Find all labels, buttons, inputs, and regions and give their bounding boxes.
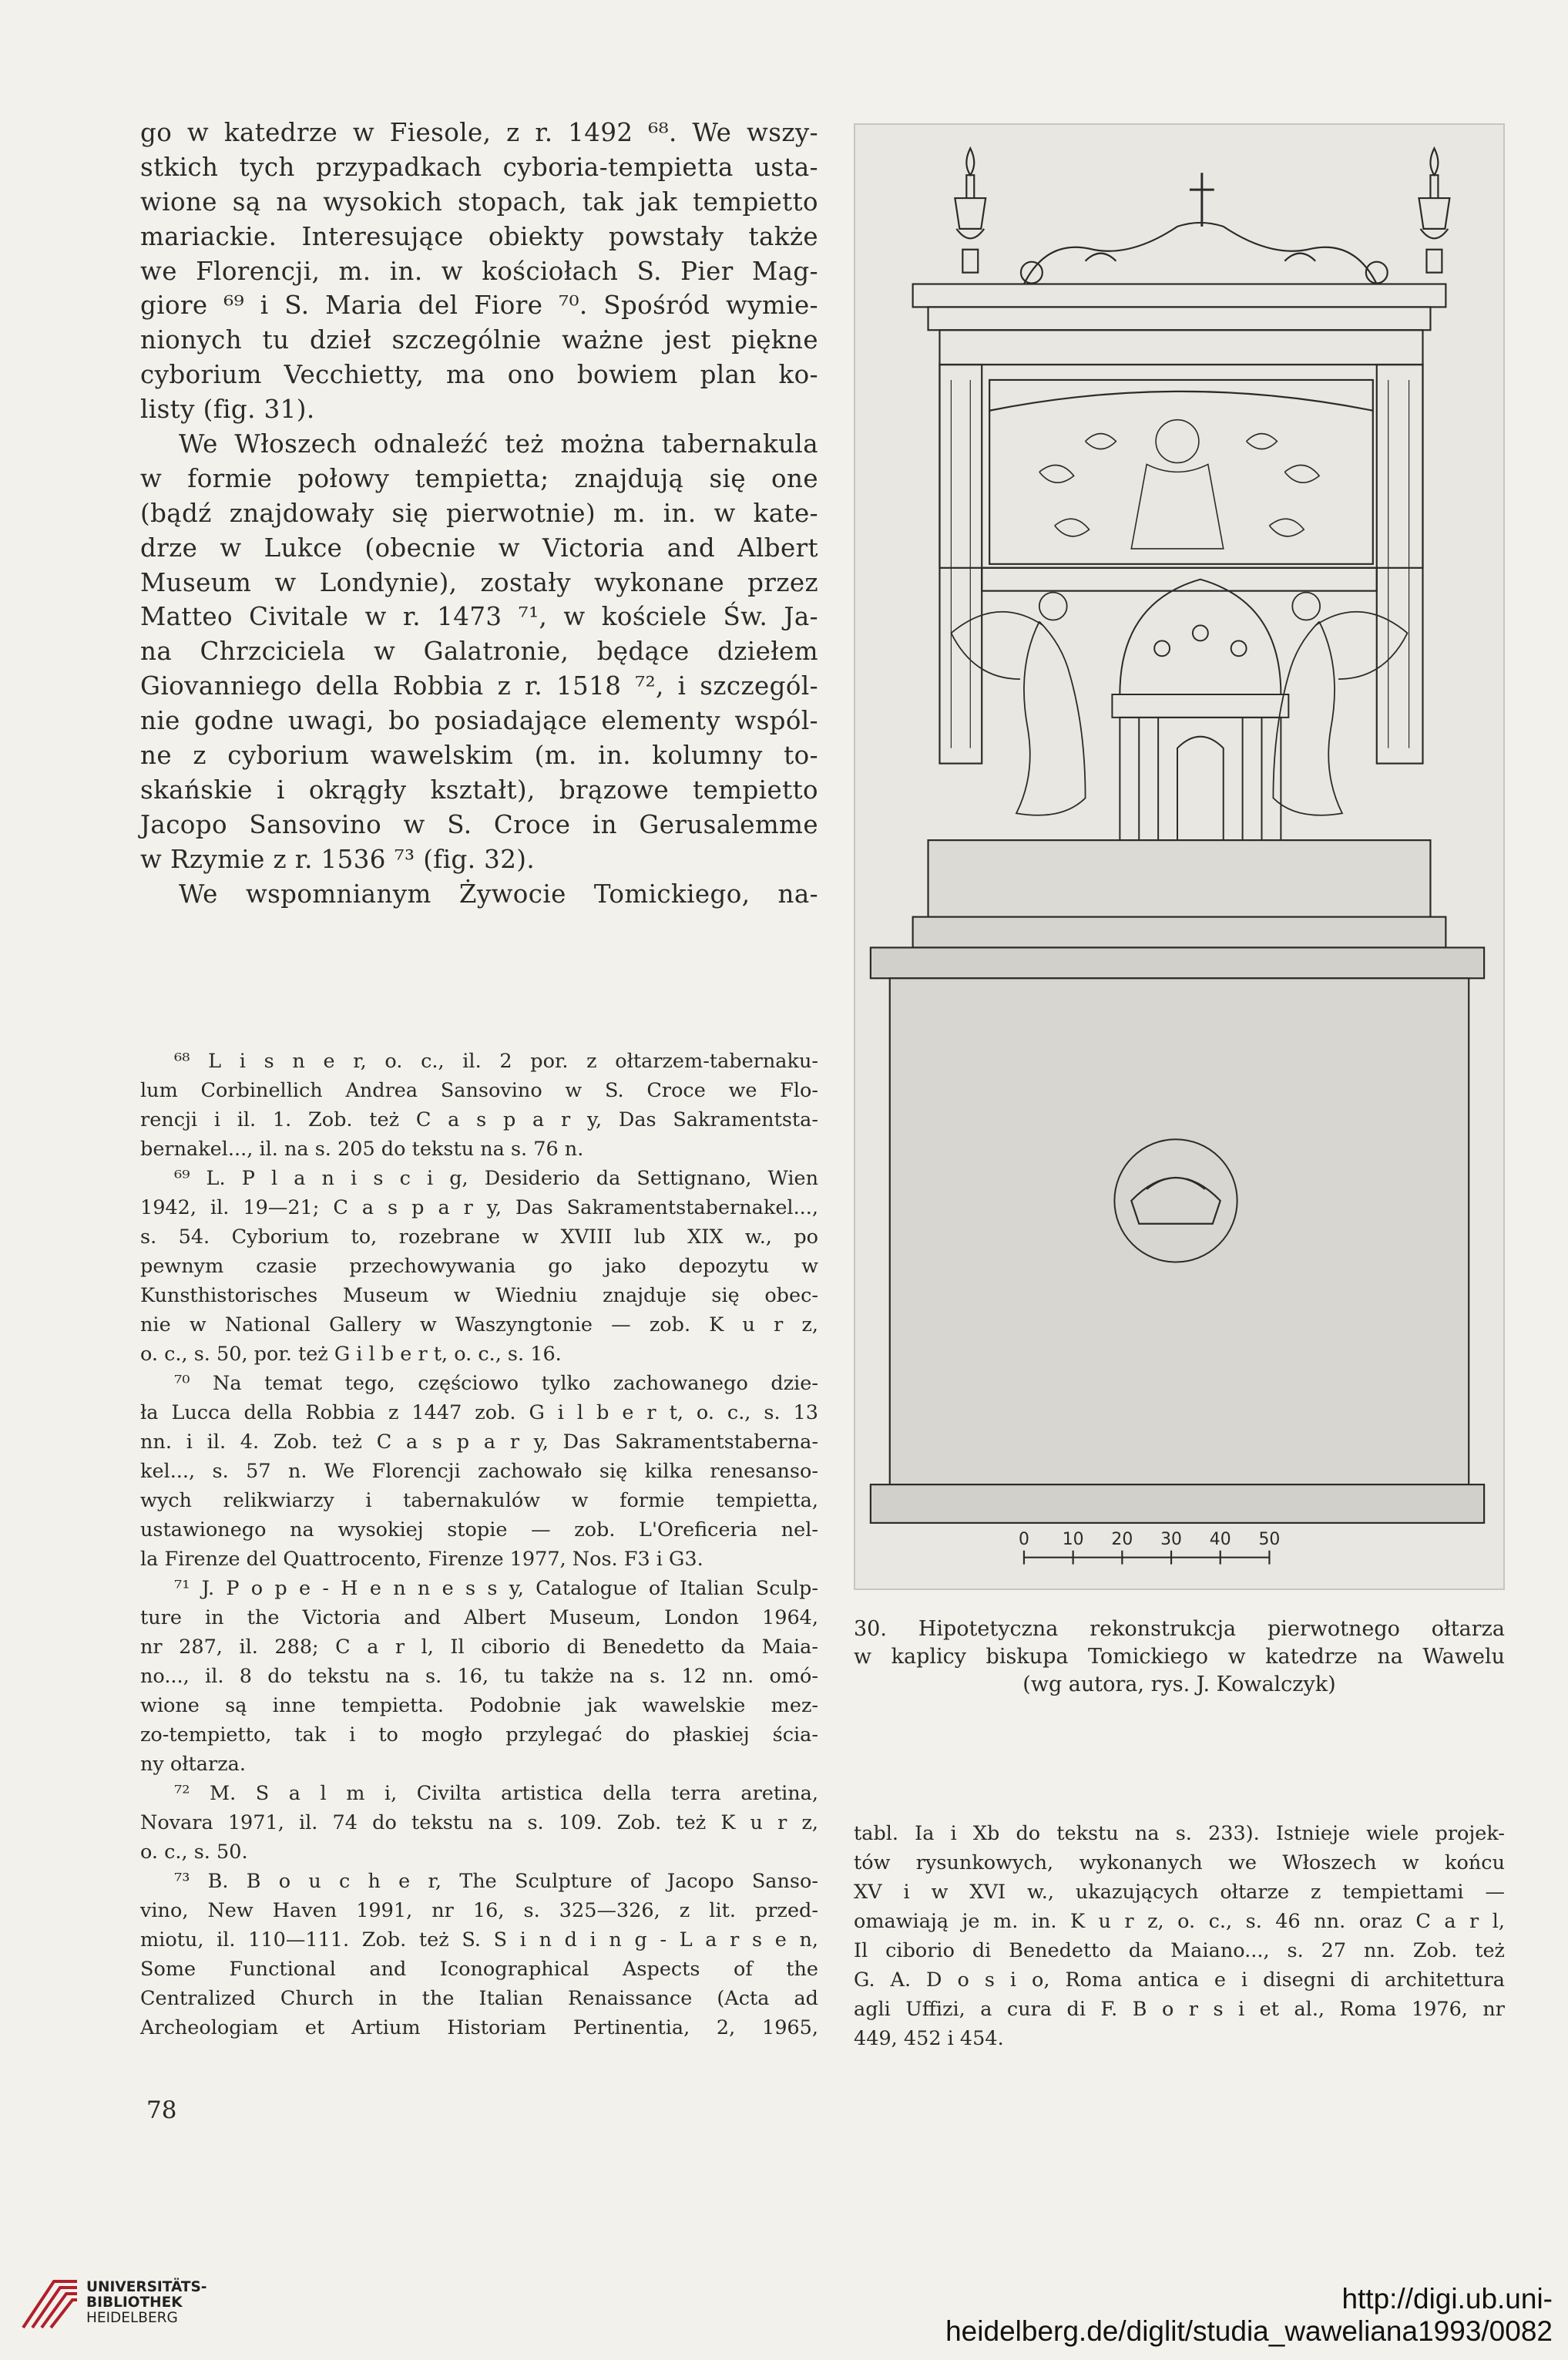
footnote-line: ny ołtarza. (140, 1753, 246, 1776)
footnote-line: tabl. Ia i Xb do tekstu na s. 233). Istnieje wiele projek- (854, 1822, 1505, 1845)
library-name-line: HEIDELBERG (86, 2310, 178, 2326)
footnote-line: ⁷¹ J. P o p e - H e n n e s s y, Catalogue of Italian Sculp- (174, 1577, 818, 1600)
footnote-line: bernakel..., il. na s. 205 do tekstu na s. 76 n. (140, 1138, 584, 1161)
footnote-line: zo-tempietto, tak i to mogło przylegać do płaskiej ścia- (140, 1723, 818, 1746)
angel-right (1273, 593, 1407, 815)
scale-label: 40 (1209, 1529, 1231, 1549)
footnote-line: la Firenze del Quattrocento, Firenze 1977, Nos. F3 i G3. (140, 1548, 703, 1571)
footnote-line: Novara 1971, il. 74 do tekstu na s. 109. Zob. też K u r z, (140, 1811, 818, 1834)
library-name (86, 2280, 206, 2326)
main-text-line: cyborium Vecchietty, ma ono bowiem plan ko- (140, 360, 818, 390)
page-number: 78 (146, 2096, 177, 2124)
right-finial (1419, 148, 1450, 272)
caption-line: w kaplicy biskupa Tomickiego w katedrze na Wawelu (854, 1645, 1505, 1669)
footnote-line: ⁶⁹ L. P l a n i s c i g, Desiderio da Settignano, Wien (174, 1167, 818, 1190)
footnote-line: kel..., s. 57 n. We Florencji zachowało się kilka renesanso- (140, 1460, 818, 1483)
main-text-line: We wspomnianym Żywocie Tomickiego, na- (179, 879, 818, 909)
footnote-line: Centralized Church in the Italian Renaissance (Acta ad (140, 1987, 818, 2010)
god-father-relief (1039, 420, 1319, 549)
footnote-line: nn. i il. 4. Zob. też C a s p a r y, Das Sakramentstaberna- (140, 1430, 818, 1454)
footnote-line: Kunsthistorisches Museum w Wiedniu znajduje się obec- (140, 1284, 818, 1307)
footnote-continuation-column (854, 1819, 1505, 2053)
pediment-scrolls (1024, 223, 1377, 284)
scale-label: 30 (1160, 1529, 1182, 1549)
main-text-line: Jacopo Sansovino w S. Croce in Gerusalemme (140, 809, 818, 839)
footnote-line: s. 54. Cyborium to, rozebrane w XVIII lub XIX w., po (140, 1225, 818, 1249)
footnote-line: tów rysunkowych, wykonanych we Włoszech w końcu (854, 1851, 1505, 1874)
library-name-line: BIBLIOTHEK (86, 2294, 183, 2311)
main-text-line: listy (fig. 31). (140, 395, 315, 425)
footnote-line: wione są inne tempietta. Podobnie jak wawelskie mez- (140, 1694, 818, 1717)
main-text-line: (bądź znajdowały się pierwotnie) m. in. w kate- (140, 498, 818, 528)
main-text-line: ne z cyborium wawelskim (m. in. kolumny to- (140, 741, 818, 771)
scale-label: 0 (1018, 1529, 1029, 1549)
caption-line: (wg autora, rys. J. Kowalczyk) (1022, 1673, 1336, 1696)
main-text-line: Matteo Civitale w r. 1473 ⁷¹, w kościele Św. Ja- (140, 602, 818, 632)
footnote-line: XV i w XVI w., ukazujących ołtarze z tempiettami — (854, 1881, 1505, 1904)
scale-label: 20 (1111, 1529, 1133, 1549)
main-text-line: go w katedrze w Fiesole, z r. 1492 ⁶⁸. We wszy- (140, 118, 818, 147)
main-text-line: nie godne uwagi, bo posiadające elementy wspól- (140, 706, 818, 736)
footnote-line: 1942, il. 19—21; C a s p a r y, Das Sakramentstabernakel..., (140, 1196, 818, 1219)
main-text-line: Museum w Londynie), zostały wykonane przez (140, 567, 818, 597)
footnote-line: miotu, il. 110—111. Zob. też S. S i n d i n g - L a r s e n, (140, 1928, 818, 1952)
footnote-line: pewnym czasie przechowywania go jako depozytu w (140, 1255, 818, 1278)
footnote-line: ⁷² M. S a l m i, Civilta artistica della terra aretina, (174, 1782, 818, 1805)
main-text-line: w Rzymie z r. 1536 ⁷³ (fig. 32). (140, 844, 536, 874)
footnote-line: ture in the Victoria and Albert Museum, London 1964, (140, 1606, 818, 1629)
footnote-line: ⁷⁰ Na temat tego, częściowo tylko zachowanego dzie- (174, 1372, 818, 1395)
main-text-line: skańskie i okrągły kształt), brązowe tempietto (140, 775, 818, 805)
footnote-line: ⁷³ B. B o u c h e r, The Sculpture of Jacopo Sanso- (174, 1870, 818, 1893)
main-text-line: stkich tych przypadkach cyboria-tempietta usta- (140, 152, 818, 182)
main-text-line: w formie połowy tempietta; znajdują się one (140, 463, 818, 493)
footnote-line: rencji i il. 1. Zob. też C a s p a r y, Das Sakramentsta- (140, 1108, 818, 1131)
footnote-line: o. c., s. 50, por. też G i l b e r t, o. c., s. 16. (140, 1343, 562, 1366)
main-text-line: wione są na wysokich stopach, tak jak tempietto (140, 187, 818, 217)
footnote-line: Some Functional and Iconographical Aspects of the (140, 1958, 818, 1981)
tempietto (1112, 580, 1288, 840)
scale-label: 50 (1258, 1529, 1281, 1549)
footnote-line: ustawionego na wysokiej stopie — zob. L'Oreficeria nel- (140, 1518, 818, 1541)
cross-icon (1190, 173, 1214, 227)
main-text-line: We Włoszech odnaleźć też można tabernakula (179, 429, 818, 459)
scale-bar (1024, 1551, 1269, 1565)
caption-line: 30. Hipotetyczna rekonstrukcja pierwotnego ołtarza (854, 1617, 1505, 1641)
footnote-line: omawiają je m. in. K u r z, o. c., s. 46 nn. oraz C a r l, (854, 1910, 1505, 1933)
footnote-line: lum Corbinellich Andrea Sansovino w S. Croce we Flo- (140, 1079, 818, 1102)
footnote-line: vino, New Haven 1991, nr 16, s. 325—326, z lit. przed- (140, 1899, 818, 1922)
main-text-line: drze w Lukce (obecnie w Victoria and Albert (140, 533, 818, 563)
footnote-line: ⁶⁸ L i s n e r, o. c., il. 2 por. z ołtarzem-tabernaku- (174, 1050, 818, 1073)
footnotes-column (140, 1047, 818, 2042)
footnote-line: o. c., s. 50. (140, 1841, 248, 1864)
library-name-line: UNIVERSITÄTS- (86, 2279, 207, 2295)
scale-label: 10 (1062, 1529, 1084, 1549)
footnote-line: Il ciborio di Benedetto da Maiano..., s. 27 nn. Zob. też (854, 1939, 1505, 1962)
footnote-line: G. A. D o s i o, Roma antica e i disegni di architettura (854, 1968, 1505, 1992)
footnote-line: Archeologiam et Artium Historiam Pertinentia, 2, 1965, (140, 2016, 818, 2039)
main-text-line: we Florencji, m. in. w kościołach S. Pier Mag- (140, 256, 818, 286)
main-text-column (140, 116, 818, 911)
main-text-line: mariackie. Interesujące obiekty powstały także (140, 221, 818, 251)
footnote-line: agli Uffizi, a cura di F. B o r s i et al., Roma 1976, nr (854, 1998, 1505, 2021)
source-url-link[interactable]: http://digi.ub.uni-heidelberg.de/diglit/studia_waweliana1993/0082 (945, 2283, 1553, 2347)
main-text-line: na Chrzciciela w Galatronie, będące dziełem (140, 637, 818, 667)
altar-reconstruction-drawing (854, 123, 1505, 1590)
university-library-logo-icon (15, 2266, 85, 2335)
footnote-line: ła Lucca della Robbia z 1447 zob. G i l b e r t, o. c., s. 13 (140, 1401, 818, 1424)
footnote-line: nie w National Gallery w Waszyngtonie — zob. K u r z, (140, 1313, 818, 1336)
footnote-line: wych relikwiarzy i tabernakulów w formie tempietta, (140, 1489, 818, 1512)
footnote-line: nr 287, il. 288; C a r l, Il ciborio di Benedetto da Maia- (140, 1636, 818, 1659)
angel-left (951, 593, 1085, 815)
footnote-line: 449, 452 i 454. (854, 2027, 1004, 2050)
footnote-line: no..., il. 8 do tekstu na s. 16, tu także na s. 12 nn. omó- (140, 1665, 818, 1688)
main-text-line: nionych tu dzieł szczególnie ważne jest piękne (140, 325, 818, 355)
left-finial (955, 148, 985, 272)
altar-drawing-svg (855, 125, 1503, 1588)
main-text-line: Giovanniego della Robbia z r. 1518 ⁷², i szczegól- (140, 671, 818, 701)
main-text-line: giore ⁶⁹ i S. Maria del Fiore ⁷⁰. Spośród wymie- (140, 291, 818, 321)
figure-caption (854, 1615, 1505, 1699)
